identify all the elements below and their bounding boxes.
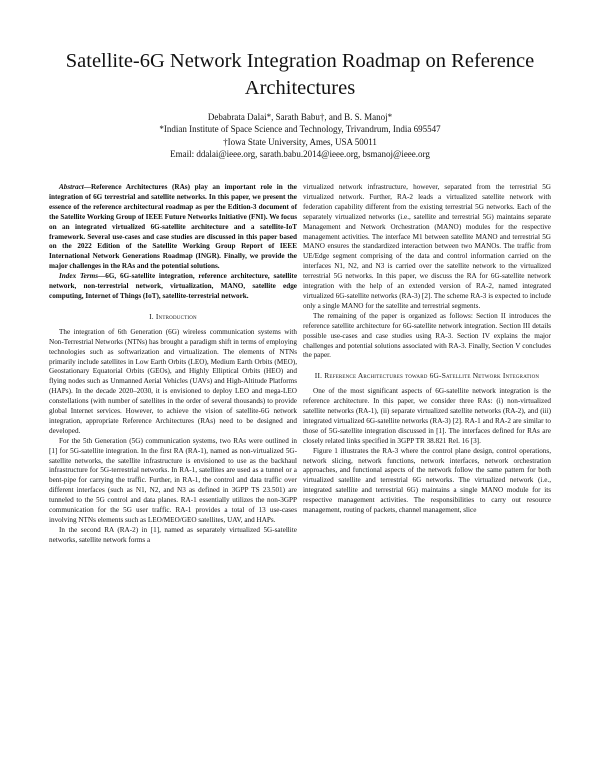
left-column xyxy=(49,183,297,546)
index-terms-label: Index Terms xyxy=(59,272,99,281)
paper-title: Satellite-6G Network Integration Roadmap on Reference Architectures xyxy=(65,50,535,99)
intro-paragraph-3-cont: virtualized network infrastructure, however, separated from the terrestrial 5G virtualized network. Further, RA-2 leads a virtualized satellite network with federation capability different from the existing terrestrial 5G networks. Each of the separately virtualized networks (i.e., satellite and terrestrial 5G) maintains separate Management and Network Orchestration (MANO) modules for the respective management activities. The interface M1 between satellite MANO and terrestrial 5G MANO ensures the standardized interaction between two MANOs. The traffic from UE/Edge segment comprising of the data and control information carried on the interfaces N1, N2, and N3 is carried over the satellite network to the virtualized terrestrial 5G networks. In this paper, we discuss the RA for 6G-satellite network integration with the help of an extended version of RA-2, named integrated virtualized 6G-satellite networks (RA-3) [2]. The scheme RA-3 is expected to include only a single MANO for the satellite and terrestrial segments. xyxy=(303,183,551,310)
intro-paragraph-3: In the second RA (RA-2) in [1], named as separately virtualized 5G-satellite networks, satellite network forms a xyxy=(49,525,297,544)
section-heading-introduction: I. Introduction xyxy=(149,311,197,321)
ra-paragraph-1: One of the most significant aspects of 6G-satellite network integration is the reference architecture. In this paper, we consider three RAs: (i) non-virtualized satellite networks (RA-1), (ii) separate virtualized satellite networks (RA-2), and (iii) integrated virtualized 6G-satellite networks (RA-3) [2]. RA-1 and RA-2 are similar to those of 5G-satellite integration discussed in [1]. The interfaces defined for RAs are closely related links specified in 3GPP TR 38.821 Rel. 16 [3]. xyxy=(303,387,551,445)
right-column xyxy=(303,183,551,516)
abstract-label: Abstract— xyxy=(59,183,91,191)
ra-paragraph-2: Figure 1 illustrates the RA-3 where the control plane design, control operations, network slicing, network functions, network interfaces, network orchestration approaches, and functional aspects of the network follow the same pattern for both virtualized satellite and terrestrial 6G networks. The virtualized network (i.e., integrated satellite and terrestrial 6G) maintains a single MANO module for its respective management activities. The responsibilities to carry out resource management, routing of packets, channel management, slice xyxy=(303,446,551,515)
intro-paragraph-4: The remaining of the paper is organized as follows: Section II introduces the reference satellite architecture for 6G-satellite network integration. Section III details possible use-cases and case studies using RA-3. Section IV explains the major challenges and potential solutions associated with RA-3. Finally, Section V concludes the paper. xyxy=(303,311,551,360)
intro-paragraph-1: The integration of 6th Generation (6G) wireless communication systems with Non-Terrestrial Networks (NTNs) has brought a paradigm shift in terms of employing technologies such as softwarization and virtualization. The elements of NTNs primarily include satellites in Low Earth Orbits (LEO), Medium Earth Orbits (MEO), Geostationary Equatorial Orbits (GEOs), and Highly Elliptical Orbits (HEO) and flying nodes such as Unmanned Aerial Vehicles (UAVs) and High-Altitude Platforms (HAPs). In the decade 2020–2030, it is envisioned to deploy LEO and mega-LEO constellations (with number of satellites in the order of several thousands) to provide global Internet services. However, to achieve the vision of satellite-6G network integration, appropriate Reference Architectures (RAs) need to be designed and developed. xyxy=(49,327,297,435)
section-heading-reference-architectures: II. Reference Architectures toward 6G-Satellite Network Integration xyxy=(314,371,540,381)
index-terms xyxy=(49,272,297,302)
abstract xyxy=(49,183,297,272)
abstract-text: Reference Architectures (RAs) play an important role in the integration of 6G terrestrial and satellite networks. In this paper, we present the essence of the reference architectural roadmap as per the Edition-3 document of the Satellite Working Group of IEEE Future Networks Initiative (FNI). We focus on an integrated virtualized 6G-satellite architecture and a satellite-IoT framework. Several use-cases and case studies are discussed in this paper based on the 2022 Edition of the Satellite Working Group Report of IEEE International Network Generations Roadmap (INGR). Finally, we provide the major challenges in the RAs and the potential solutions. xyxy=(49,183,297,271)
affiliation-2: †Iowa State University, Ames, USA 50011 xyxy=(223,136,377,147)
author-block xyxy=(40,111,560,160)
affiliation-1: *Indian Institute of Space Science and Technology, Trivandrum, India 695547 xyxy=(159,124,441,135)
author-names: Debabrata Dalai*, Sarath Babu†, and B. S. Manoj* xyxy=(207,112,393,122)
intro-paragraph-2: For the 5th Generation (5G) communication systems, two RAs were outlined in [1] for 5G-satellite integration. In the first RA (RA-1), named as non-virtualized 5G-satellite networks, the satellite infrastructure is envisioned to use as the backhaul infrastructure for 5G-terrestrial networks. In RA-1, satellites are used as a tunnel or a bent-pipe for carrying the traffic. Further, in RA-1, the control and data traffic over different interfaces (such as N1, N2, and N3 as defined in 3GPP TS 23.501) are tunneled to the 5G control and data planes. RA-1 essentially utilizes the non-3GPP communication for the 5G user traffic. RA-1 provides a total of 13 use-cases involving NTNs elements such as LEO/MEO/GEO satellites, UAV, and HAPs. xyxy=(49,436,297,524)
index-terms-text: —6G, 6G-satellite integration, reference architecture, satellite network, non-terrestrial network, virtualization, MANO, satellite edge computing, Internet of Things (IoT), satellite-terrestrial network. xyxy=(49,272,298,300)
author-emails: Email: ddalai@ieee.org, sarath.babu.2014@ieee.org, bsmanoj@ieee.org xyxy=(170,148,430,159)
